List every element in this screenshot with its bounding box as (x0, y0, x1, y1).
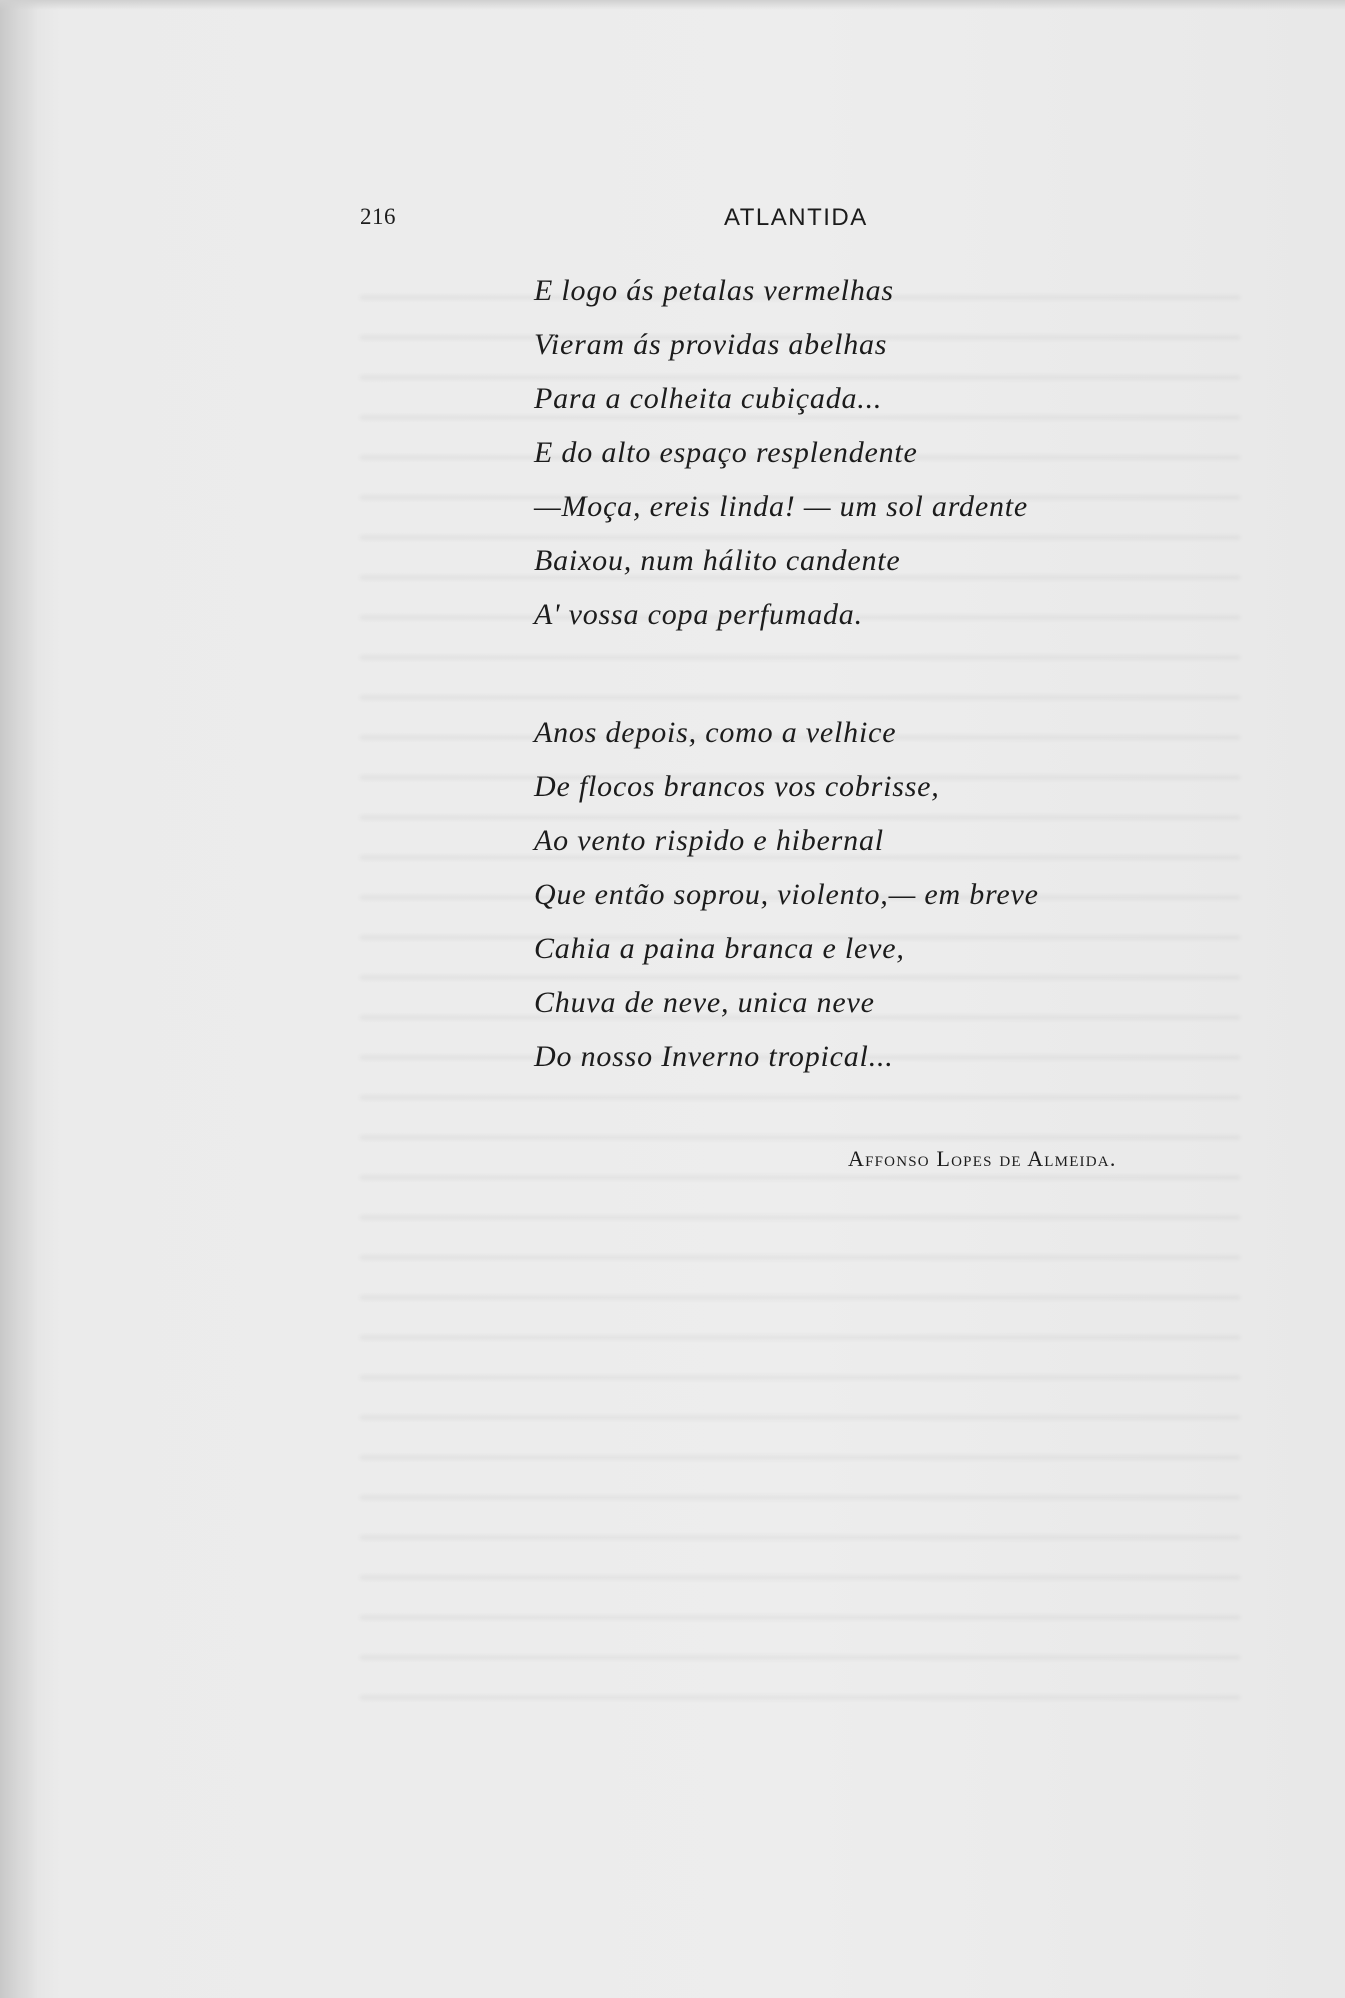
poem-line: Vieram ás providas abelhas (534, 328, 888, 361)
poem-line: —Moça, ereis linda! — um sol ardente (534, 490, 1029, 523)
page-top-edge (0, 0, 1345, 10)
page-binding-edge (0, 0, 38, 1998)
running-title: ATLANTIDA (724, 204, 868, 231)
poem-line: Cahia a paina branca e leve, (534, 932, 905, 965)
running-head (0, 204, 1345, 234)
poem-stanza-1 (534, 264, 1028, 642)
poem-line: Que então soprou, violento,— em breve (534, 878, 1039, 911)
poem-line: Baixou, num hálito candente (534, 544, 901, 577)
poem-line: Ao vento rispido e hibernal (534, 824, 884, 857)
poem-line: Para a colheita cubiçada... (534, 382, 883, 415)
poem-line: Anos depois, como a velhice (534, 716, 897, 749)
author-signature: Affonso Lopes de Almeida. (848, 1146, 1117, 1171)
poem-line: E do alto espaço resplendente (534, 436, 918, 469)
poem-line: Do nosso Inverno tropical... (534, 1040, 894, 1073)
poem-line: A' vossa copa perfumada. (534, 598, 863, 631)
page-number: 216 (360, 204, 396, 229)
poem-line: E logo ás petalas vermelhas (534, 274, 894, 307)
poem-line: Chuva de neve, unica neve (534, 986, 875, 1019)
poem-line: De flocos brancos vos cobrisse, (534, 770, 940, 803)
poem-stanza-2 (534, 706, 1039, 1084)
